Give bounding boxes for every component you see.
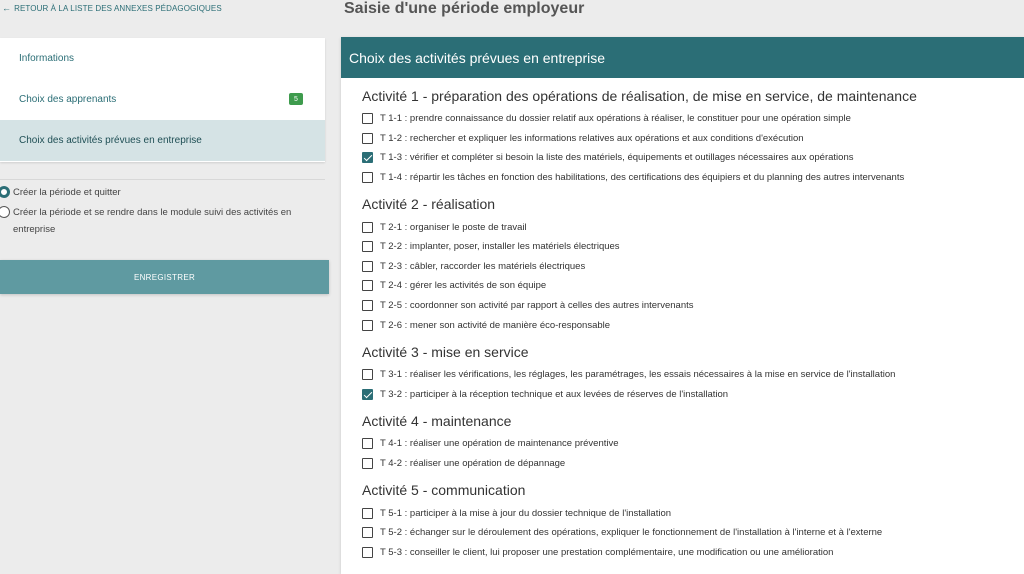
task-label: T 1-3 : vérifier et compléter si besoin la liste des matériels, équipements et outillages nécessaires aux opérations — [380, 152, 854, 164]
task-item[interactable] — [362, 237, 1024, 257]
task-label: T 1-2 : rechercher et expliquer les informations relatives aux opérations et aux conditions d'exécution — [380, 132, 804, 144]
step-navigation — [0, 38, 325, 162]
task-label: T 2-1 : organiser le poste de travail — [380, 221, 527, 233]
task-label: T 3-2 : participer à la réception technique et aux levées de réserves de l'installation — [380, 388, 729, 400]
task-label: T 4-2 : réaliser une opération de dépannage — [380, 458, 566, 470]
task-checkbox[interactable] — [362, 172, 373, 183]
task-label: T 2-3 : câbler, raccorder les matériels électriques — [380, 260, 586, 272]
back-to-list-label: RETOUR À LA LISTE DES ANNEXES PÉDAGOGIQUES — [14, 4, 222, 13]
task-label: T 2-2 : implanter, poser, installer les matériels électriques — [380, 241, 620, 253]
task-item[interactable] — [362, 523, 1024, 543]
task-item[interactable] — [362, 385, 1024, 405]
task-label: T 4-1 : réaliser une opération de maintenance préventive — [380, 438, 619, 450]
task-item[interactable] — [362, 543, 1024, 563]
task-item[interactable] — [362, 129, 1024, 149]
task-label: T 1-4 : répartir les tâches en fonction des habilitations, des certifications des équipiers et du planning des autres intervenants — [380, 172, 905, 184]
task-checkbox[interactable] — [362, 152, 373, 163]
task-item[interactable] — [362, 296, 1024, 316]
step-choix-apprenants[interactable] — [0, 79, 325, 120]
option-label: Créer la période et quitter — [13, 187, 121, 198]
activity-group — [362, 87, 1024, 187]
task-checkbox[interactable] — [362, 508, 373, 519]
task-item[interactable] — [362, 168, 1024, 188]
option-create-and-go-to-module[interactable] — [0, 204, 325, 238]
task-item[interactable] — [362, 454, 1024, 474]
task-label: T 1-1 : prendre connaissance du dossier relatif aux opérations à réaliser, le constituer pour une opération simple — [380, 113, 851, 125]
task-item[interactable] — [362, 109, 1024, 129]
task-checkbox[interactable] — [362, 133, 373, 144]
task-label: T 2-4 : gérer les activités de son équipe — [380, 280, 547, 292]
task-item[interactable] — [362, 503, 1024, 523]
task-checkbox[interactable] — [362, 547, 373, 558]
task-item[interactable] — [362, 434, 1024, 454]
activity-group — [362, 412, 1024, 473]
task-checkbox[interactable] — [362, 369, 373, 380]
task-item[interactable] — [362, 217, 1024, 237]
step-label: Informations — [19, 53, 75, 64]
task-label: T 5-2 : échanger sur le déroulement des opérations, expliquer le fonctionnement de l'installation à l'interne et à l'externe — [380, 527, 883, 539]
task-label: T 2-5 : coordonner son activité par rapport à celles des autres intervenants — [380, 300, 694, 312]
task-item[interactable] — [362, 148, 1024, 168]
task-item[interactable] — [362, 315, 1024, 335]
radio-create-and-go-to-module[interactable] — [0, 206, 10, 218]
task-checkbox[interactable] — [362, 261, 373, 272]
task-item[interactable] — [362, 257, 1024, 277]
apprenants-count-badge: 5 — [289, 93, 303, 105]
activity-title: Activité 1 - préparation des opérations de réalisation, de mise en service, de maintenance — [362, 88, 917, 104]
task-item[interactable] — [362, 276, 1024, 296]
panel-title: Choix des activités prévues en entreprise — [341, 37, 1024, 78]
task-label: T 2-6 : mener son activité de manière éco-responsable — [380, 319, 611, 331]
task-checkbox[interactable] — [362, 527, 373, 538]
task-checkbox[interactable] — [362, 438, 373, 449]
activity-title: Activité 4 - maintenance — [362, 413, 512, 430]
task-label: T 5-1 : participer à la mise à jour du dossier technique de l'installation — [380, 507, 672, 519]
activity-title: Activité 5 - communication — [362, 482, 526, 499]
option-label: Créer la période et se rendre dans le module suivi des activités en entreprise — [13, 207, 292, 235]
task-checkbox[interactable] — [362, 389, 373, 400]
step-label: Choix des activités prévues en entreprise — [19, 135, 202, 146]
task-label: T 5-3 : conseiller le client, lui proposer une prestation complémentaire, une modification ou une amélioration — [380, 546, 834, 558]
activities-panel — [341, 37, 1024, 574]
activity-title: Activité 3 - mise en service — [362, 343, 529, 360]
task-checkbox[interactable] — [362, 300, 373, 311]
activity-group — [362, 343, 1024, 404]
activity-group — [362, 195, 1024, 335]
activity-title: Activité 2 - réalisation — [362, 196, 496, 213]
step-choix-activites[interactable] — [0, 120, 325, 161]
task-label: T 3-1 : réaliser les vérifications, les réglages, les paramétrages, les essais nécessaires à la mise en service de l'installation — [380, 369, 896, 381]
activity-group — [362, 481, 1024, 562]
task-checkbox[interactable] — [362, 113, 373, 124]
arrow-left-icon: ← — [2, 3, 12, 13]
step-informations[interactable] — [0, 38, 325, 79]
save-options — [0, 184, 325, 238]
task-checkbox[interactable] — [362, 458, 373, 469]
save-button[interactable]: ENREGISTRER — [0, 260, 329, 294]
step-label: Choix des apprenants — [19, 94, 117, 105]
task-checkbox[interactable] — [362, 280, 373, 291]
radio-create-and-quit[interactable] — [0, 186, 10, 198]
task-item[interactable] — [362, 365, 1024, 385]
task-checkbox[interactable] — [362, 241, 373, 252]
task-checkbox[interactable] — [362, 320, 373, 331]
option-create-and-quit[interactable] — [0, 184, 325, 201]
back-to-list-link[interactable] — [2, 4, 222, 13]
page-title: Saisie d'une période employeur — [344, 0, 585, 17]
task-checkbox[interactable] — [362, 222, 373, 233]
divider — [0, 179, 325, 180]
